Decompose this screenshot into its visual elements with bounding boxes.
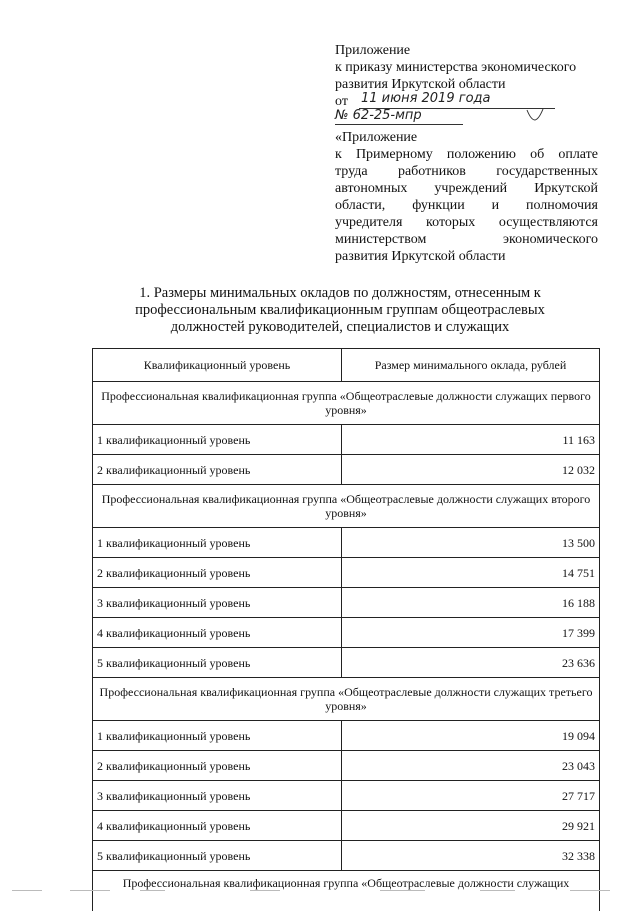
level-cell: 1 квалификационный уровень — [93, 528, 342, 558]
table-row — [93, 588, 600, 618]
level-cell: 2 квалификационный уровень — [93, 751, 342, 781]
header-block — [335, 42, 598, 265]
table-row — [93, 841, 600, 871]
salary-cell: 12 032 — [342, 455, 600, 485]
header-line: Приложение — [335, 42, 598, 59]
group-row — [93, 382, 600, 425]
header-line: к приказу министерства экономического — [335, 59, 598, 76]
appendix-line: области, функции и полномочия — [335, 197, 598, 214]
appendix-line: министерством экономического — [335, 231, 598, 248]
table-row — [93, 558, 600, 588]
level-cell: 2 квалификационный уровень — [93, 455, 342, 485]
level-cell: 5 квалификационный уровень — [93, 648, 342, 678]
level-cell: 1 квалификационный уровень — [93, 721, 342, 751]
table-row — [93, 618, 600, 648]
number-underline — [335, 124, 463, 125]
scan-mark — [250, 890, 280, 891]
section-title-line: должностей руководителей, специалистов и служащих — [100, 319, 580, 336]
group-row — [93, 485, 600, 528]
table-row — [93, 811, 600, 841]
scan-edge-artifacts — [0, 886, 640, 896]
group-row — [93, 678, 600, 721]
level-cell: 2 квалификационный уровень — [93, 558, 342, 588]
section-title-line: 1. Размеры минимальных окладов по должностям, отнесенным к — [100, 285, 580, 302]
header-line: развития Иркутской области — [335, 76, 598, 93]
salary-cell: 14 751 — [342, 558, 600, 588]
salary-cell: 23 636 — [342, 648, 600, 678]
appendix-line: труда работников государственных — [335, 163, 598, 180]
table-row — [93, 425, 600, 455]
scan-mark — [480, 890, 515, 891]
handwritten-number: № 62-25-мпр — [335, 107, 422, 124]
table-row — [93, 528, 600, 558]
salary-cell: 16 188 — [342, 588, 600, 618]
level-cell: 3 квалификационный уровень — [93, 588, 342, 618]
appendix-line: автономных учреждений Иркутской — [335, 180, 598, 197]
column-header-level: Квалификационный уровень — [93, 349, 342, 382]
salary-cell: 19 094 — [342, 721, 600, 751]
table-row — [93, 721, 600, 751]
table-row — [93, 648, 600, 678]
level-cell: 4 квалификационный уровень — [93, 811, 342, 841]
section-title-line: профессиональным квалификационным группам общеотраслевых — [100, 302, 580, 319]
level-cell: 3 квалификационный уровень — [93, 781, 342, 811]
group-title: Профессиональная квалификационная группа «Общеотраслевые должности служащих третьего уровня» — [93, 678, 600, 721]
group-title: Профессиональная квалификационная группа «Общеотраслевые должности служащих второго уровня» — [93, 485, 600, 528]
scan-mark — [380, 890, 425, 891]
level-cell: 5 квалификационный уровень — [93, 841, 342, 871]
salary-cell: 13 500 — [342, 528, 600, 558]
salary-cell: 17 399 — [342, 618, 600, 648]
table-row — [93, 455, 600, 485]
table-row — [93, 751, 600, 781]
group-title: Профессиональная квалификационная группа «Общеотраслевые должности служащих — [93, 871, 600, 911]
handwritten-date: 11 июня 2019 года — [361, 90, 490, 107]
table-header-row — [93, 349, 600, 382]
group-title: Профессиональная квалификационная группа «Общеотраслевые должности служащих первого уровня» — [93, 382, 600, 425]
appendix-title: «Приложение — [335, 129, 598, 146]
column-header-salary: Размер минимального оклада, рублей — [342, 349, 600, 382]
salary-cell: 11 163 — [342, 425, 600, 455]
level-cell: 4 квалификационный уровень — [93, 618, 342, 648]
level-cell: 1 квалификационный уровень — [93, 425, 342, 455]
order-number-line — [335, 110, 598, 127]
salary-table — [92, 348, 600, 911]
pen-stroke-icon — [525, 108, 545, 122]
appendix-line: развития Иркутской области — [335, 248, 598, 265]
appendix-line: учредителя которых осуществляются — [335, 214, 598, 231]
salary-cell: 29 921 — [342, 811, 600, 841]
date-prefix: от — [335, 94, 348, 109]
salary-cell: 23 043 — [342, 751, 600, 781]
table-row — [93, 781, 600, 811]
scan-mark — [570, 890, 610, 891]
salary-cell: 27 717 — [342, 781, 600, 811]
salary-cell: 32 338 — [342, 841, 600, 871]
appendix-line: к Примерному положению об оплате — [335, 146, 598, 163]
scan-mark — [12, 890, 42, 891]
scan-mark — [70, 890, 110, 891]
section-title — [100, 285, 580, 336]
scan-mark — [140, 890, 165, 891]
